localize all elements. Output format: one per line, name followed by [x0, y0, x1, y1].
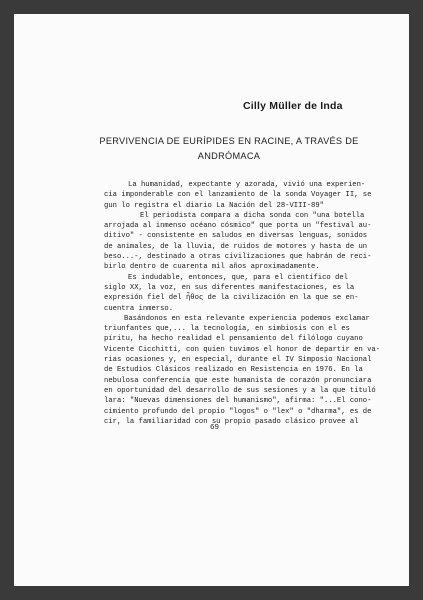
body-paragraphs	[104, 180, 381, 427]
text-line: de Estudios Clásicos realizado en Resistencia en 1976. En la	[104, 366, 363, 375]
page-number: 69	[210, 424, 220, 432]
text-line: La humanidad, expectante y azorada, vivió una experien-	[128, 181, 366, 189]
text-line: beso...-, destinado a otras civilizaciones que habrán de reci-	[104, 253, 372, 262]
text-line: birlo dentro de cuarenta mil años aproximadamente.	[104, 263, 320, 272]
text-line: cia imponderable con el lanzamiento de la sonda Voyager II, se	[104, 191, 372, 200]
article-body	[104, 180, 381, 427]
text-line: Es indudable, entonces, que, para el científico del	[128, 273, 348, 282]
document-page	[14, 14, 409, 586]
text-line: arrojada al inmenso océano cósmico" que porta un "festival au-	[104, 222, 372, 231]
text-line: Basándonos en esta relevante experiencia podemos exclamar	[124, 314, 370, 323]
paragraph	[104, 314, 381, 427]
paragraph	[104, 180, 372, 211]
paragraph	[104, 211, 372, 273]
title-line-1: PERVIVENCIA DE EURÍPIDES EN RACINE, A TRAVÉS DE	[99, 136, 359, 146]
text-line: cir, la familiaridad con su propio pasado clásico provee al	[104, 417, 359, 426]
text-line: gun lo registra el diario La Nación del 28-VIII-89"	[104, 201, 324, 210]
text-line: lara: "Nuevas dimensiones del humanismo", afirma: "...El cono-	[104, 397, 372, 406]
text-line: ditivo" - consistente en saludos en diversas lenguas, sonidos	[104, 232, 368, 241]
text-line: nebulosa conferencia que este humanista de corazón pronunciara	[104, 376, 372, 385]
text-line: píritu, ha hecho realidad el pensamiento del filólogo cuyano	[104, 335, 363, 344]
text-line: triunfantes que,... la tecnología, en simbiosis con el es	[104, 325, 350, 334]
paragraph	[104, 273, 359, 314]
text-line: rias ocasiones y, en especial, durante el IV Simposio Nacional	[104, 356, 372, 365]
title-line-2: ANDRÓMACA	[197, 151, 261, 161]
text-line: Vicente Cicchitti, con quien tuvimos el honor de departir en va-	[104, 345, 381, 354]
text-line: expresión fiel del ἦθος de la civilización en la que se en-	[104, 294, 359, 303]
text-line: de animales, de la lluvia, de ruidos de motores y hasta de un	[104, 242, 368, 251]
article-title	[94, 134, 364, 164]
text-line: siglo XX, la voz, en sus diferentes manifestaciones, es la	[104, 283, 355, 292]
text-line: en oportunidad del desarrollo de sus sesiones y a la que tituló	[104, 386, 376, 395]
text-line: cuentra inmerso.	[104, 304, 174, 313]
author-name: Cilly Müller de Inda	[243, 100, 343, 112]
text-line: cimiento profundo del propio "logos" o "lex" o "dharma", es de	[104, 407, 372, 416]
text-line: El periodista compara a dicha sonda con "una botella	[140, 211, 365, 220]
